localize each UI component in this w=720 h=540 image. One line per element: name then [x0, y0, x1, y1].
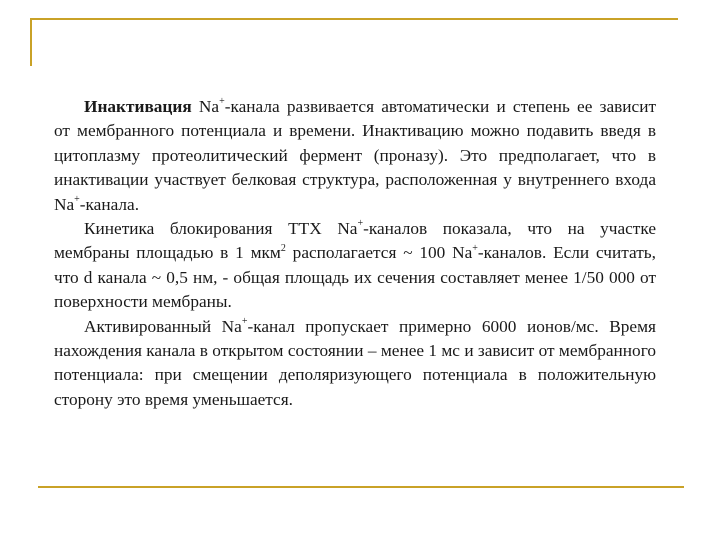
paragraph-activated-channel	[54, 315, 656, 413]
text: Кинетика блокирования ТТХ Na	[84, 219, 358, 239]
text: -каналов. Если считать, что d канала ~ 0,5 нм, - общая площадь их сечения составляет менее 1/50 000 от поверхности мембраны.	[54, 243, 656, 312]
text: -канал пропускает примерно 6000 ионов/мс. Время нахождения канала в открытом состоянии – менее 1 мс и зависит от мембранного потенциала: при смещении деполяризующего потенциала в положительную сторону это время уменьшается.	[54, 316, 656, 409]
superscript: 2	[280, 242, 286, 254]
term-inactivation: Инактивация	[84, 97, 192, 116]
superscript: +	[472, 242, 478, 254]
superscript: +	[74, 193, 80, 205]
text: Na	[191, 97, 220, 116]
text: располагается ~ 100 Na	[285, 243, 473, 263]
paragraph-kinetics	[54, 217, 656, 315]
superscript: +	[219, 96, 225, 108]
text: -канала развивается автоматически и степень ее зависит от мембранного потенциала и времени. Инактивацию можно подавить введя в цитоплазму протеолитический фермент (проназу). Это предполагает, что в инактивации участвует белковая структура, расположенная у внутреннего входа Na	[54, 97, 656, 214]
slide-body	[54, 95, 656, 412]
frame-bottom-line	[38, 486, 684, 488]
text: Активированный Na	[84, 316, 242, 336]
superscript: +	[357, 218, 364, 230]
text: -каналов показала, что на участке мембраны площадью в 1 мкм	[54, 219, 656, 263]
superscript: +	[241, 315, 248, 327]
text: -канала.	[79, 194, 140, 214]
frame-top-line	[30, 18, 678, 20]
frame-left-line	[30, 18, 32, 66]
paragraph-inactivation	[54, 95, 656, 217]
